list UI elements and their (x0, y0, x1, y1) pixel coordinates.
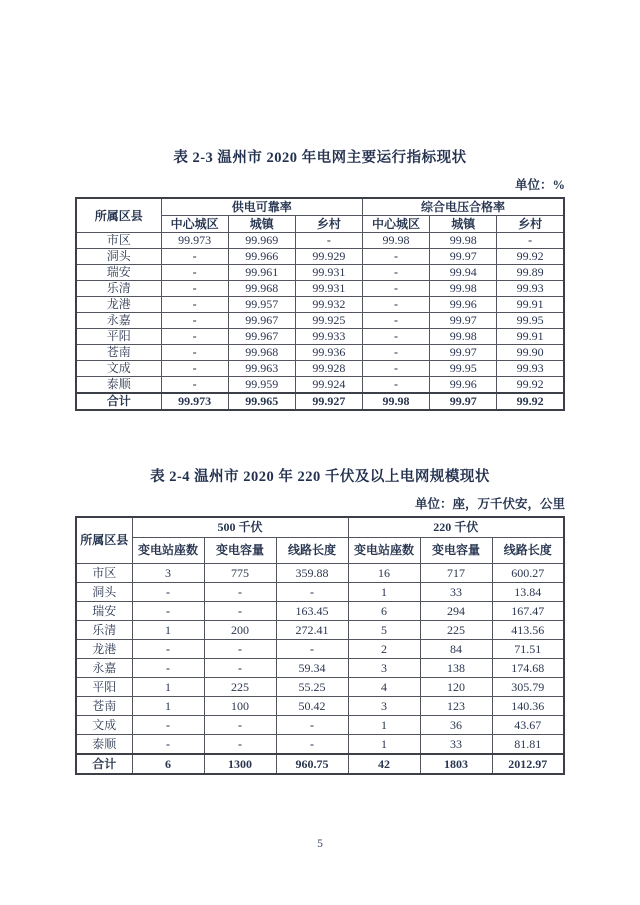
column-header-cell: 城镇 (228, 216, 295, 233)
value-cell: 99.967 (228, 313, 295, 329)
value-cell: 99.95 (430, 361, 497, 377)
value-cell: - (204, 735, 276, 755)
region-cell: 文成 (76, 361, 161, 377)
value-cell: 59.34 (276, 659, 348, 678)
table-2-4-unit-label: 单位：座，万千伏安，公里 (414, 497, 565, 511)
value-cell: - (276, 640, 348, 659)
column-header-cell: 乡村 (295, 216, 362, 233)
value-cell: 99.959 (228, 377, 295, 394)
table-row (76, 602, 564, 621)
value-cell: 4 (348, 678, 420, 697)
value-cell: 99.93 (497, 361, 564, 377)
value-cell: 305.79 (492, 678, 564, 697)
value-cell: - (161, 345, 228, 361)
region-cell: 市区 (76, 564, 132, 583)
table-header-row (76, 517, 564, 538)
table-row (76, 265, 564, 281)
value-cell: 99.96 (430, 297, 497, 313)
value-cell: 99.957 (228, 297, 295, 313)
value-cell: - (132, 735, 204, 755)
value-cell: 99.973 (161, 393, 228, 410)
region-cell: 永嘉 (76, 313, 161, 329)
region-cell: 乐清 (76, 281, 161, 297)
value-cell: - (362, 313, 429, 329)
value-cell: 163.45 (276, 602, 348, 621)
value-cell: 99.967 (228, 329, 295, 345)
column-header-cell: 线路长度 (276, 538, 348, 564)
value-cell: 225 (420, 621, 492, 640)
group-header-cell: 供电可靠率 (161, 198, 362, 216)
value-cell: 99.96 (430, 377, 497, 394)
column-header-cell: 变电站座数 (348, 538, 420, 564)
value-cell: 99.98 (430, 233, 497, 249)
value-cell: 99.966 (228, 249, 295, 265)
table-row (76, 233, 564, 249)
value-cell: 99.91 (497, 297, 564, 313)
table-row (76, 361, 564, 377)
value-cell: 99.927 (295, 393, 362, 410)
value-cell: 167.47 (492, 602, 564, 621)
table-2-3-section (75, 146, 565, 411)
value-cell: 600.27 (492, 564, 564, 583)
value-cell: - (161, 281, 228, 297)
value-cell: - (276, 716, 348, 735)
value-cell: 99.924 (295, 377, 362, 394)
value-cell: - (161, 361, 228, 377)
value-cell: - (295, 233, 362, 249)
value-cell: - (497, 233, 564, 249)
value-cell: 1 (132, 678, 204, 697)
value-cell: 99.97 (430, 345, 497, 361)
table-row (76, 313, 564, 329)
value-cell: 1 (348, 735, 420, 755)
value-cell: - (362, 345, 429, 361)
value-cell: 1 (132, 697, 204, 716)
value-cell: 42 (348, 754, 420, 774)
value-cell: - (204, 640, 276, 659)
table-row (76, 583, 564, 602)
column-header-cell: 中心城区 (362, 216, 429, 233)
table-row (76, 621, 564, 640)
value-cell: 99.97 (430, 249, 497, 265)
region-cell: 洞头 (76, 249, 161, 265)
value-cell: 99.961 (228, 265, 295, 281)
value-cell: - (161, 329, 228, 345)
table-2-4 (75, 516, 565, 775)
value-cell: - (204, 716, 276, 735)
value-cell: 43.67 (492, 716, 564, 735)
region-cell: 瑞安 (76, 602, 132, 621)
table-row (76, 297, 564, 313)
table-2-3 (75, 197, 565, 411)
table-row (76, 678, 564, 697)
value-cell: 13.84 (492, 583, 564, 602)
value-cell: 294 (420, 602, 492, 621)
value-cell: - (132, 640, 204, 659)
value-cell: 1 (348, 583, 420, 602)
corner-header-cell: 所属区县 (76, 198, 161, 233)
value-cell: 99.98 (430, 281, 497, 297)
value-cell: 1 (132, 621, 204, 640)
region-cell: 合计 (76, 393, 161, 410)
value-cell: 99.98 (362, 393, 429, 410)
value-cell: 99.93 (497, 281, 564, 297)
value-cell: 120 (420, 678, 492, 697)
value-cell: 99.89 (497, 265, 564, 281)
value-cell: 55.25 (276, 678, 348, 697)
region-cell: 苍南 (76, 697, 132, 716)
value-cell: - (276, 735, 348, 755)
group-header-cell: 220 千伏 (348, 517, 564, 538)
value-cell: 99.933 (295, 329, 362, 345)
value-cell: 99.932 (295, 297, 362, 313)
value-cell: 99.92 (497, 249, 564, 265)
value-cell: - (161, 297, 228, 313)
value-cell: - (362, 265, 429, 281)
value-cell: - (161, 249, 228, 265)
value-cell: - (204, 659, 276, 678)
value-cell: 99.90 (497, 345, 564, 361)
region-cell: 龙港 (76, 640, 132, 659)
value-cell: - (362, 377, 429, 394)
value-cell: - (161, 313, 228, 329)
value-cell: 140.36 (492, 697, 564, 716)
value-cell: 99.95 (497, 313, 564, 329)
value-cell: 99.928 (295, 361, 362, 377)
value-cell: - (161, 377, 228, 394)
table-2-3-title: 表 2-3 温州市 2020 年电网主要运行指标现状 (173, 150, 467, 166)
value-cell: - (362, 361, 429, 377)
value-cell: 1803 (420, 754, 492, 774)
table-row (76, 249, 564, 265)
region-cell: 平阳 (76, 678, 132, 697)
value-cell: 100 (204, 697, 276, 716)
value-cell: 71.51 (492, 640, 564, 659)
value-cell: - (276, 583, 348, 602)
region-cell: 瑞安 (76, 265, 161, 281)
value-cell: 3 (348, 659, 420, 678)
value-cell: 775 (204, 564, 276, 583)
value-cell: 99.968 (228, 345, 295, 361)
table-row (76, 697, 564, 716)
table-row (76, 281, 564, 297)
value-cell: 174.68 (492, 659, 564, 678)
column-header-cell: 乡村 (497, 216, 564, 233)
value-cell: - (362, 297, 429, 313)
value-cell: 99.97 (430, 313, 497, 329)
value-cell: 1300 (204, 754, 276, 774)
column-header-cell: 城镇 (430, 216, 497, 233)
table-header-row (76, 198, 564, 216)
value-cell: 359.88 (276, 564, 348, 583)
value-cell: 16 (348, 564, 420, 583)
value-cell: 99.92 (497, 393, 564, 410)
group-header-cell: 500 千伏 (132, 517, 348, 538)
value-cell: - (362, 329, 429, 345)
value-cell: 99.91 (497, 329, 564, 345)
value-cell: 99.98 (362, 233, 429, 249)
value-cell: - (132, 602, 204, 621)
value-cell: 2012.97 (492, 754, 564, 774)
value-cell: 6 (348, 602, 420, 621)
value-cell: 99.925 (295, 313, 362, 329)
region-cell: 合计 (76, 754, 132, 774)
table-subheader-row (76, 538, 564, 564)
value-cell: 99.94 (430, 265, 497, 281)
value-cell: 99.98 (430, 329, 497, 345)
group-header-cell: 综合电压合格率 (362, 198, 564, 216)
value-cell: 99.969 (228, 233, 295, 249)
region-cell: 永嘉 (76, 659, 132, 678)
value-cell: 99.968 (228, 281, 295, 297)
value-cell: 272.41 (276, 621, 348, 640)
total-row (76, 393, 564, 410)
value-cell: 99.929 (295, 249, 362, 265)
value-cell: 6 (132, 754, 204, 774)
region-cell: 苍南 (76, 345, 161, 361)
column-header-cell: 变电容量 (420, 538, 492, 564)
value-cell: 99.931 (295, 265, 362, 281)
value-cell: 1 (348, 716, 420, 735)
value-cell: 960.75 (276, 754, 348, 774)
table-row (76, 640, 564, 659)
region-cell: 洞头 (76, 583, 132, 602)
page-number: 5 (317, 838, 323, 850)
column-header-cell: 中心城区 (161, 216, 228, 233)
value-cell: 99.92 (497, 377, 564, 394)
region-cell: 平阳 (76, 329, 161, 345)
table-row (76, 329, 564, 345)
value-cell: - (204, 602, 276, 621)
value-cell: - (161, 265, 228, 281)
table-row (76, 659, 564, 678)
table-row (76, 564, 564, 583)
value-cell: - (132, 583, 204, 602)
page-content (75, 0, 565, 775)
value-cell: 200 (204, 621, 276, 640)
value-cell: 138 (420, 659, 492, 678)
value-cell: - (362, 281, 429, 297)
column-header-cell: 线路长度 (492, 538, 564, 564)
value-cell: 717 (420, 564, 492, 583)
value-cell: 33 (420, 583, 492, 602)
value-cell: 99.963 (228, 361, 295, 377)
section-gap (75, 411, 565, 465)
value-cell: 123 (420, 697, 492, 716)
value-cell: - (362, 249, 429, 265)
table-row (76, 735, 564, 755)
table-2-3-unit-label: 单位：% (514, 178, 565, 192)
value-cell: 99.965 (228, 393, 295, 410)
value-cell: 33 (420, 735, 492, 755)
region-cell: 文成 (76, 716, 132, 735)
value-cell: 36 (420, 716, 492, 735)
value-cell: 225 (204, 678, 276, 697)
value-cell: 99.973 (161, 233, 228, 249)
value-cell: 99.931 (295, 281, 362, 297)
total-row (76, 754, 564, 774)
table-row (76, 716, 564, 735)
value-cell: 81.81 (492, 735, 564, 755)
value-cell: 5 (348, 621, 420, 640)
value-cell: 413.56 (492, 621, 564, 640)
column-header-cell: 变电站座数 (132, 538, 204, 564)
value-cell: 99.97 (430, 393, 497, 410)
value-cell: 3 (348, 697, 420, 716)
value-cell: - (132, 659, 204, 678)
region-cell: 龙港 (76, 297, 161, 313)
table-2-4-section (75, 465, 565, 775)
value-cell: - (132, 716, 204, 735)
value-cell: 99.936 (295, 345, 362, 361)
column-header-cell: 变电容量 (204, 538, 276, 564)
value-cell: 84 (420, 640, 492, 659)
region-cell: 市区 (76, 233, 161, 249)
value-cell: 50.42 (276, 697, 348, 716)
table-row (76, 345, 564, 361)
region-cell: 乐清 (76, 621, 132, 640)
table-2-4-title: 表 2-4 温州市 2020 年 220 千伏及以上电网规模现状 (150, 469, 490, 485)
value-cell: 2 (348, 640, 420, 659)
value-cell: - (204, 583, 276, 602)
table-row (76, 377, 564, 394)
region-cell: 泰顺 (76, 377, 161, 394)
corner-header-cell: 所属区县 (76, 517, 132, 564)
value-cell: 3 (132, 564, 204, 583)
region-cell: 泰顺 (76, 735, 132, 755)
